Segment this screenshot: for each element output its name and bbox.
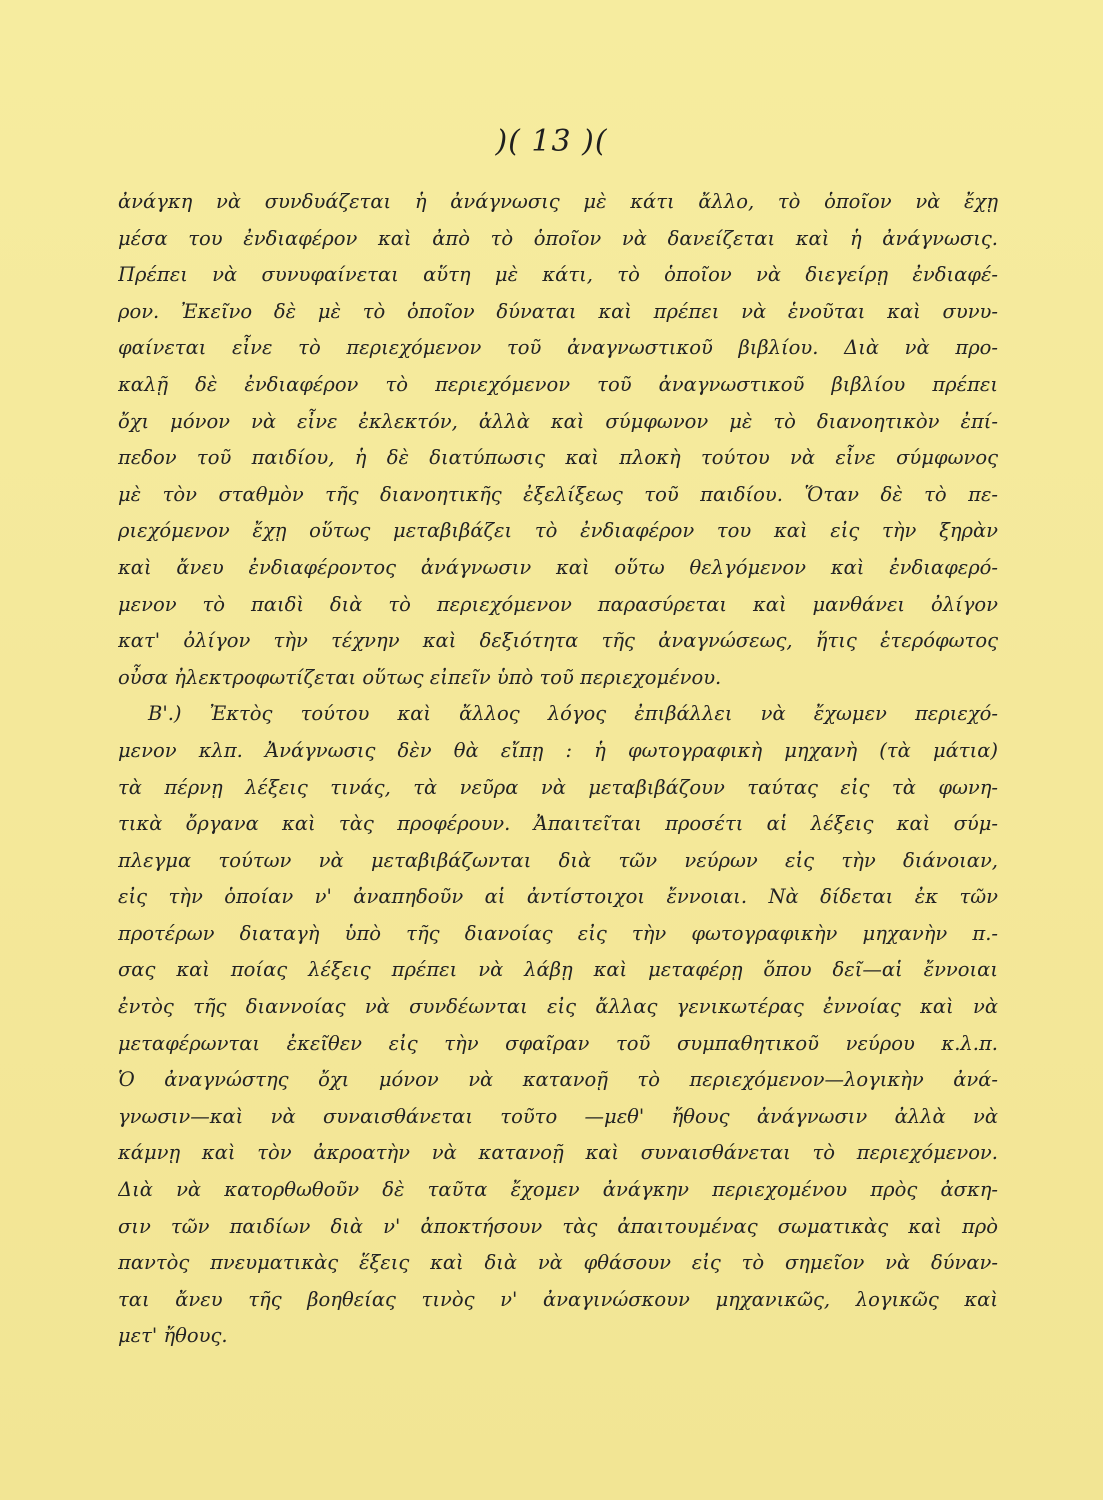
text-line: ρον. Ἐκεῖνο δὲ μὲ τὸ ὁποῖον δύναται καὶ πρέπει νὰ ἑνοῦται καὶ συνυ- [118,299,998,323]
page-number-header: )( 13 )( [495,124,608,159]
text-line: ὄχι μόνον νὰ εἶνε ἐκλεκτόν, ἀλλὰ καὶ σύμφωνον μὲ τὸ διανοητικὸν ἐπί- [118,409,998,433]
text-line: προτέρων διαταγὴ ὑπὸ τῆς διανοίας εἰς τὴν φωτογραφικὴν μηχανὴν π.- [118,921,998,945]
text-line: κατ' ὀλίγον τὴν τέχνην καὶ δεξιότητα τῆς ἀναγνώσεως, ἥτις ἑτερόφωτος [118,629,998,653]
text-line: ἀνάγκη νὰ συνδυάζεται ἡ ἀνάγνωσις μὲ κάτι ἄλλο, τὸ ὁποῖον νὰ ἔχῃ [118,190,998,213]
text-line: εἰς τὴν ὁποίαν ν' ἀναπηδοῦν αἱ ἀντίστοιχοι ἔννοιαι. Νὰ δίδεται ἐκ τῶν [118,885,998,909]
text-line: μὲ τὸν σταθμὸν τῆς διανοητικῆς ἐξελίξεως τοῦ παιδίου. Ὅταν δὲ τὸ πε- [118,482,998,506]
text-line: καλῇ δὲ ἐνδιαφέρον τὸ περιεχόμενον τοῦ ἀναγνωστικοῦ βιβλίου πρέπει [118,372,998,396]
text-line: μεταφέρωνται ἐκεῖθεν εἰς τὴν σφαῖραν τοῦ συμπαθητικοῦ νεύρου κ.λ.π. [118,1031,998,1055]
text-line: σιν τῶν παιδίων διὰ ν' ἀποκτήσουν τὰς ἀπαιτουμένας σωματικὰς καὶ πρὸ [118,1214,998,1238]
text-line: παντὸς πνευματικὰς ἕξεις καὶ διὰ νὰ φθάσουν εἰς τὸ σημεῖον νὰ δύναν- [118,1251,998,1275]
text-line: γνωσιν—καὶ νὰ συναισθάνεται τοῦτο —μεθ' ἤθους ἀνάγνωσιν ἀλλὰ νὰ [118,1104,998,1128]
text-line: ριεχόμενον ἔχῃ οὕτως μεταβιβάζει τὸ ἐνδιαφέρον του καὶ εἰς τὴν ξηρὰν [118,519,998,543]
text-line: φαίνεται εἶνε τὸ περιεχόμενον τοῦ ἀναγνωστικοῦ βιβλίου. Διὰ νὰ προ- [118,336,998,360]
body-text [118,184,998,1355]
text-line-paragraph-start: Β'.) Ἐκτὸς τούτου καὶ ἄλλος λόγος ἐπιβάλλει νὰ ἔχωμεν περιεχό- [148,702,998,726]
text-line: πλεγμα τούτων νὰ μεταβιβάζωνται διὰ τῶν νεύρων εἰς τὴν διάνοιαν, [118,848,998,872]
text-line: κάμνῃ καὶ τὸν ἀκροατὴν νὰ κατανοῇ καὶ συναισθάνεται τὸ περιεχόμενον. [118,1141,998,1165]
text-line: Ὁ ἀναγνώστης ὄχι μόνον νὰ κατανοῇ τὸ περιεχόμενον—λογικὴν ἀνά- [118,1068,998,1092]
text-line: καὶ ἄνευ ἐνδιαφέροντος ἀνάγνωσιν καὶ οὕτω θελγόμενον καὶ ἐνδιαφερό- [118,555,998,579]
text-line: σας καὶ ποίας λέξεις πρέπει νὰ λάβῃ καὶ μεταφέρῃ ὅπου δεῖ—αἱ ἔννοιαι [118,958,998,982]
text-line: πεδον τοῦ παιδίου, ἡ δὲ διατύπωσις καὶ πλοκὴ τούτου νὰ εἶνε σύμφωνος [118,446,998,470]
text-line: ται ἄνευ τῆς βοηθείας τινὸς ν' ἀναγινώσκουν μηχανικῶς, λογικῶς καὶ [118,1287,998,1311]
text-line: μενον τὸ παιδὶ διὰ τὸ περιεχόμενον παρασύρεται καὶ μανθάνει ὀλίγον [118,592,998,616]
text-line: μενον κλπ. Ἀνάγνωσις δὲν θὰ εἴπῃ : ἡ φωτογραφικὴ μηχανὴ (τὰ μάτια) [118,738,998,762]
text-line: τὰ πέρνῃ λέξεις τινάς, τὰ νεῦρα νὰ μεταβιβάζουν ταύτας εἰς τὰ φωνη- [118,775,998,799]
text-line: Πρέπει νὰ συνυφαίνεται αὕτη μὲ κάτι, τὸ ὁποῖον νὰ διεγείρῃ ἐνδιαφέ- [118,263,998,287]
text-line: μέσα του ἐνδιαφέρον καὶ ἀπὸ τὸ ὁποῖον νὰ δανείζεται καὶ ἡ ἀνάγνωσις. [118,226,998,250]
text-line: οὖσα ἠλεκτροφωτίζεται οὕτως εἰπεῖν ὑπὸ τοῦ περιεχομένου. [118,665,722,689]
text-line: τικὰ ὄργανα καὶ τὰς προφέρουν. Ἀπαιτεῖται προσέτι αἱ λέξεις καὶ σύμ- [118,812,998,836]
text-line: Διὰ νὰ κατορθωθοῦν δὲ ταῦτα ἔχομεν ἀνάγκην περιεχομένου πρὸς ἀσκη- [118,1178,998,1202]
text-line: ἐντὸς τῆς διαννοίας νὰ συνδέωνται εἰς ἄλλας γενικωτέρας ἐννοίας καὶ νὰ [118,995,998,1019]
text-line: μετ' ἤθους. [118,1324,228,1348]
